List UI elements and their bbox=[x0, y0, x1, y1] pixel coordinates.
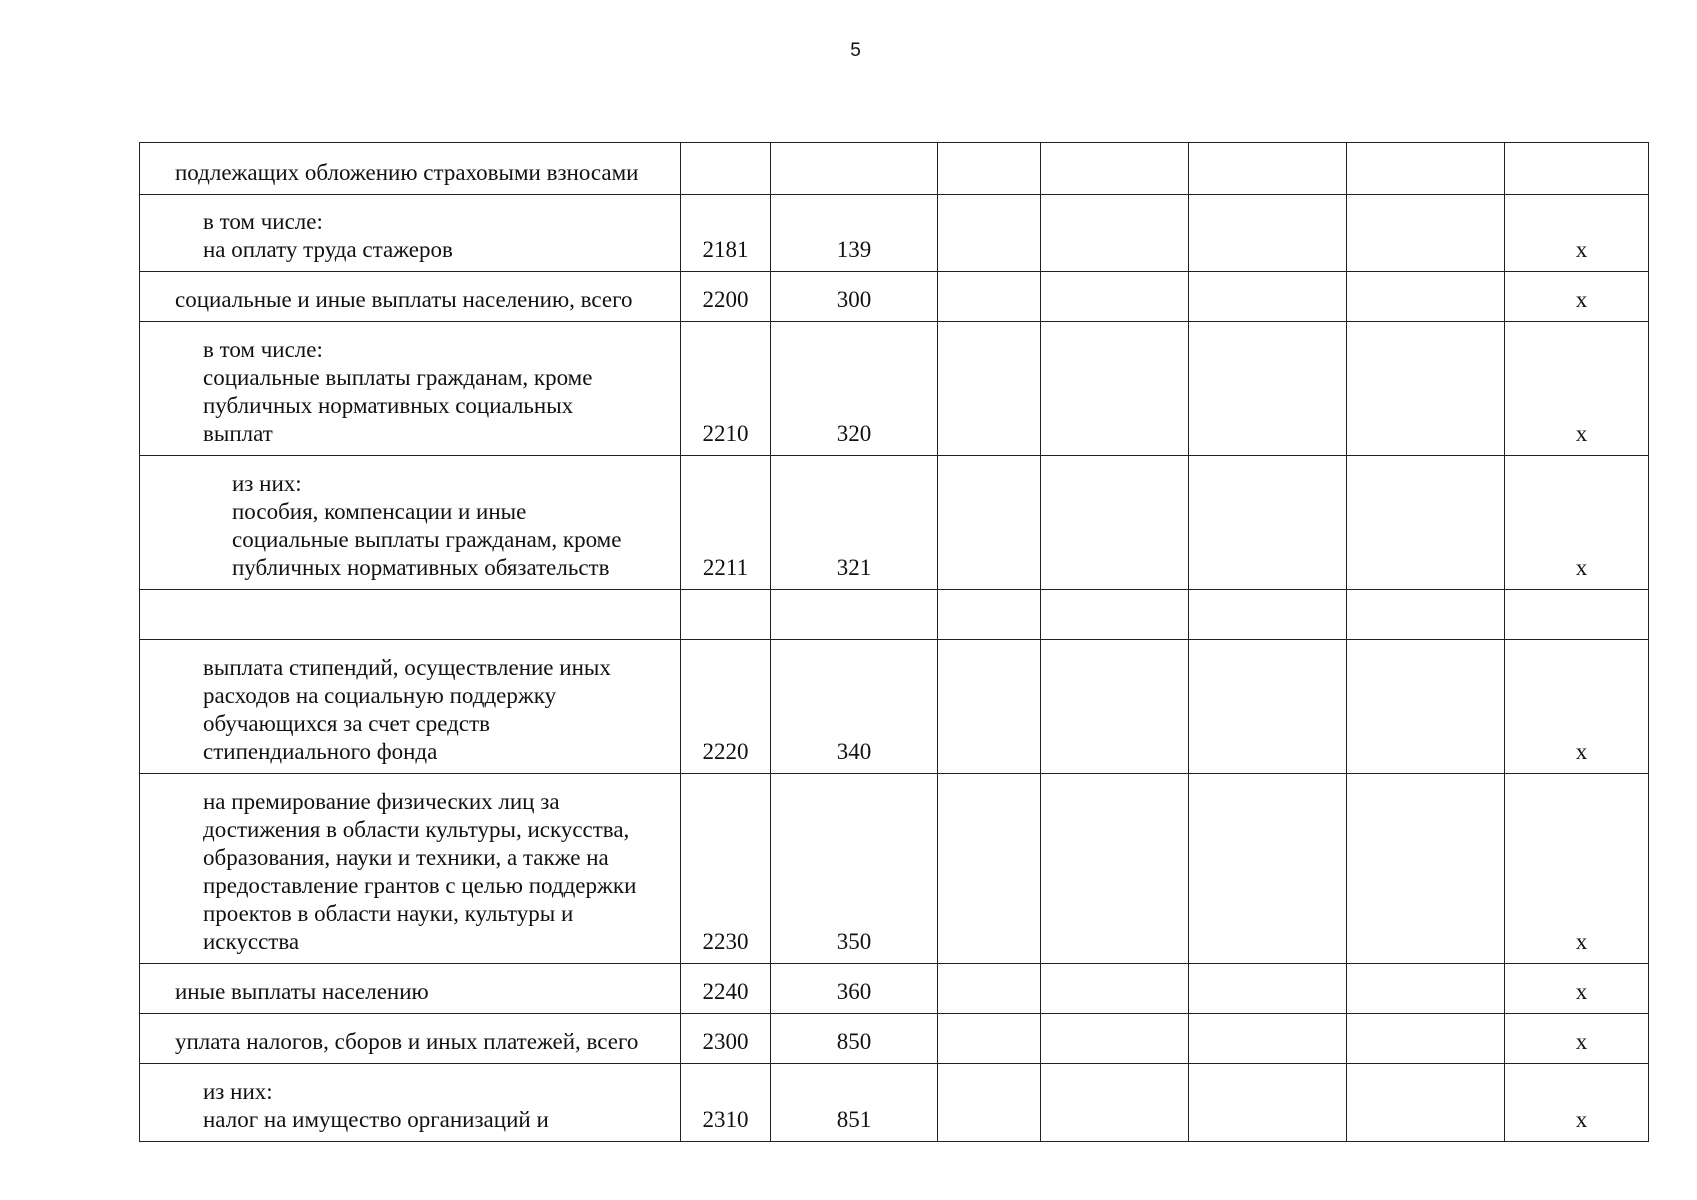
row-description bbox=[140, 322, 681, 456]
description-line: из них: bbox=[203, 1079, 273, 1104]
amount-cell bbox=[1041, 1064, 1189, 1142]
row-description bbox=[140, 964, 681, 1014]
line-code-cell: 2211 bbox=[681, 456, 771, 590]
line-code-cell: 2210 bbox=[681, 322, 771, 456]
row-description bbox=[140, 640, 681, 774]
description-line: искусства bbox=[203, 929, 300, 954]
amount-cell bbox=[1189, 195, 1347, 272]
description-line: на оплату труда стажеров bbox=[203, 237, 453, 262]
row-description bbox=[140, 774, 681, 964]
mark-cell: х bbox=[1505, 322, 1649, 456]
amount-cell bbox=[938, 195, 1041, 272]
table-row bbox=[140, 143, 1649, 195]
mark-cell: х bbox=[1505, 272, 1649, 322]
amount-cell bbox=[1347, 272, 1505, 322]
table-row bbox=[140, 322, 1649, 456]
mark-cell bbox=[1505, 590, 1649, 640]
amount-cell bbox=[1041, 964, 1189, 1014]
mark-cell: х bbox=[1505, 774, 1649, 964]
amount-cell bbox=[1347, 640, 1505, 774]
description-line: в том числе: bbox=[203, 337, 323, 362]
amount-cell bbox=[1347, 195, 1505, 272]
amount-cell bbox=[938, 964, 1041, 1014]
amount-cell bbox=[1347, 774, 1505, 964]
mark-cell: х bbox=[1505, 1064, 1649, 1142]
kbk-code-cell: 300 bbox=[771, 272, 938, 322]
kbk-code-cell: 350 bbox=[771, 774, 938, 964]
description-line: пособия, компенсации и иные bbox=[232, 499, 527, 524]
kbk-code-cell: 320 bbox=[771, 322, 938, 456]
description-line: стипендиального фонда bbox=[203, 739, 438, 764]
kbk-code-cell: 139 bbox=[771, 195, 938, 272]
kbk-code-cell: 851 bbox=[771, 1064, 938, 1142]
table-row bbox=[140, 1064, 1649, 1142]
line-code-cell bbox=[681, 143, 771, 195]
amount-cell bbox=[1189, 1064, 1347, 1142]
amount-cell bbox=[938, 640, 1041, 774]
amount-cell bbox=[1347, 1014, 1505, 1064]
amount-cell bbox=[1041, 143, 1189, 195]
description-line: социальные выплаты гражданам, кроме bbox=[232, 527, 622, 552]
description-line: выплата стипендий, осуществление иных bbox=[203, 655, 611, 680]
amount-cell bbox=[1041, 1014, 1189, 1064]
amount-cell bbox=[938, 774, 1041, 964]
description-line: социальные и иные выплаты населению, всего bbox=[175, 287, 633, 312]
line-code-cell: 2240 bbox=[681, 964, 771, 1014]
amount-cell bbox=[1347, 1064, 1505, 1142]
line-code-cell: 2230 bbox=[681, 774, 771, 964]
description-line: достижения в области культуры, искусства, bbox=[203, 817, 630, 842]
amount-cell bbox=[938, 1064, 1041, 1142]
amount-cell bbox=[1041, 590, 1189, 640]
amount-cell bbox=[938, 1014, 1041, 1064]
amount-cell bbox=[938, 456, 1041, 590]
description-line: иные выплаты населению bbox=[175, 979, 429, 1004]
line-code-cell: 2200 bbox=[681, 272, 771, 322]
amount-cell bbox=[1189, 456, 1347, 590]
description-line: из них: bbox=[232, 471, 302, 496]
kbk-code-cell: 321 bbox=[771, 456, 938, 590]
amount-cell bbox=[1189, 143, 1347, 195]
kbk-code-cell bbox=[771, 143, 938, 195]
kbk-code-cell: 850 bbox=[771, 1014, 938, 1064]
amount-cell bbox=[1041, 640, 1189, 774]
description-line: налог на имущество организаций и bbox=[203, 1107, 549, 1132]
line-code-cell bbox=[681, 590, 771, 640]
table-row bbox=[140, 590, 1649, 640]
table-row bbox=[140, 964, 1649, 1014]
kbk-code-cell: 340 bbox=[771, 640, 938, 774]
table-row bbox=[140, 456, 1649, 590]
amount-cell bbox=[1189, 272, 1347, 322]
mark-cell: х bbox=[1505, 1014, 1649, 1064]
kbk-code-cell: 360 bbox=[771, 964, 938, 1014]
amount-cell bbox=[1189, 640, 1347, 774]
amount-cell bbox=[1041, 456, 1189, 590]
kbk-code-cell bbox=[771, 590, 938, 640]
mark-cell: х bbox=[1505, 640, 1649, 774]
row-description bbox=[140, 272, 681, 322]
amount-cell bbox=[938, 590, 1041, 640]
mark-cell: х bbox=[1505, 964, 1649, 1014]
description-line: публичных нормативных социальных bbox=[203, 393, 574, 418]
description-line: выплат bbox=[203, 421, 273, 446]
mark-cell: х bbox=[1505, 195, 1649, 272]
description-line: уплата налогов, сборов и иных платежей, всего bbox=[175, 1029, 639, 1054]
amount-cell bbox=[1347, 964, 1505, 1014]
amount-cell bbox=[1347, 143, 1505, 195]
description-line: публичных нормативных обязательств bbox=[232, 555, 610, 580]
table-body bbox=[140, 143, 1649, 1142]
amount-cell bbox=[1189, 590, 1347, 640]
amount-cell bbox=[1189, 964, 1347, 1014]
table-row bbox=[140, 195, 1649, 272]
description-line: подлежащих обложению страховыми взносами bbox=[175, 160, 639, 185]
line-code-cell: 2310 bbox=[681, 1064, 771, 1142]
line-code-cell: 2300 bbox=[681, 1014, 771, 1064]
description-line: предоставление грантов с целью поддержки bbox=[203, 873, 637, 898]
line-code-cell: 2220 bbox=[681, 640, 771, 774]
amount-cell bbox=[1347, 456, 1505, 590]
amount-cell bbox=[1347, 322, 1505, 456]
row-description bbox=[140, 1014, 681, 1064]
description-line: образования, науки и техники, а также на bbox=[203, 845, 609, 870]
amount-cell bbox=[1189, 322, 1347, 456]
table-row bbox=[140, 774, 1649, 964]
amount-cell bbox=[938, 143, 1041, 195]
row-description bbox=[140, 1064, 681, 1142]
expenditure-table bbox=[139, 142, 1649, 1142]
amount-cell bbox=[1189, 1014, 1347, 1064]
table-row bbox=[140, 1014, 1649, 1064]
amount-cell bbox=[1347, 590, 1505, 640]
amount-cell bbox=[1189, 774, 1347, 964]
amount-cell bbox=[1041, 322, 1189, 456]
row-description bbox=[140, 195, 681, 272]
mark-cell bbox=[1505, 143, 1649, 195]
row-description bbox=[140, 456, 681, 590]
description-line: на премирование физических лиц за bbox=[203, 789, 560, 814]
amount-cell bbox=[938, 272, 1041, 322]
description-line: обучающихся за счет средств bbox=[203, 711, 490, 736]
description-line: расходов на социальную поддержку bbox=[203, 683, 557, 708]
amount-cell bbox=[1041, 272, 1189, 322]
line-code-cell: 2181 bbox=[681, 195, 771, 272]
description-line: социальные выплаты гражданам, кроме bbox=[203, 365, 593, 390]
amount-cell bbox=[1041, 774, 1189, 964]
row-description bbox=[140, 143, 681, 195]
description-line: проектов в области науки, культуры и bbox=[203, 901, 574, 926]
description-line: в том числе: bbox=[203, 209, 323, 234]
table-row bbox=[140, 272, 1649, 322]
amount-cell bbox=[938, 322, 1041, 456]
row-description bbox=[140, 590, 681, 640]
table-row bbox=[140, 640, 1649, 774]
page-number: 5 bbox=[850, 40, 861, 61]
mark-cell: х bbox=[1505, 456, 1649, 590]
amount-cell bbox=[1041, 195, 1189, 272]
